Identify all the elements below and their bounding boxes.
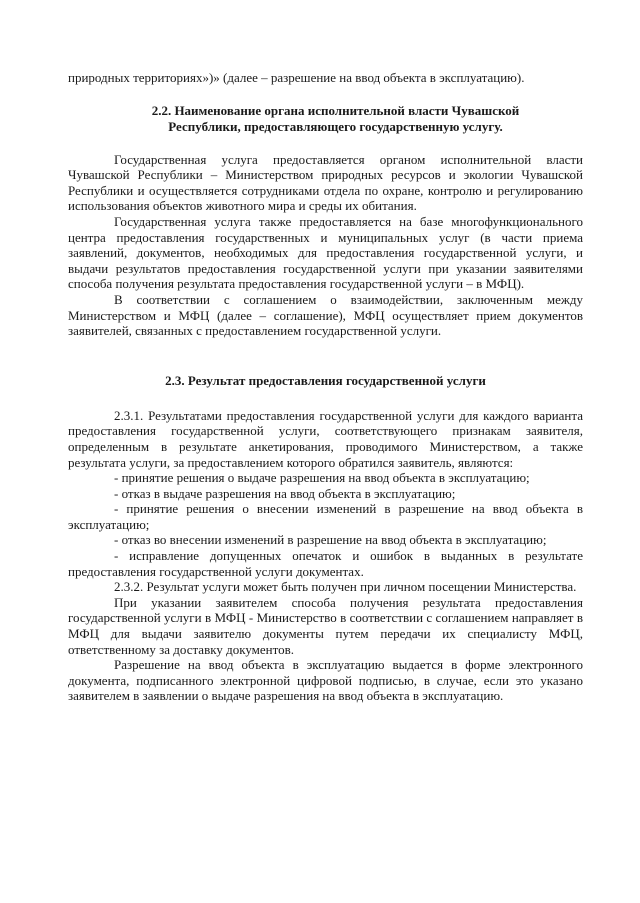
paragraph: Разрешение на ввод объекта в эксплуатацию выдается в форме электронного документа, подписанного электронной цифровой подписью, в случае, если это указано заявителем в заявлении о выдаче разрешения на ввод объекта в эксплуатацию. <box>68 657 583 704</box>
section-2-2-heading-line1: 2.2. Наименование органа исполнительной власти Чувашской <box>151 102 520 118</box>
section-2-2-heading-line2: Республики, предоставляющего государственную услугу. <box>168 118 503 134</box>
list-item: - отказ в выдаче разрешения на ввод объекта в эксплуатацию; <box>114 485 456 501</box>
paragraph: Государственная услуга предоставляется органом исполнительной власти Чувашской Республики – Министерством природных ресурсов и экологии Чувашской Республики и осуществляется сотрудниками отдела по охране, контролю и регулированию использования объектов животного мира и среды их обитания. <box>68 151 583 214</box>
section-2-3-heading: 2.3. Результат предоставления государственной услуги <box>165 372 486 388</box>
list-item: - принятие решения о внесении изменений в разрешение на ввод объекта в эксплуатацию; <box>68 501 583 532</box>
list-item: - принятие решения о выдаче разрешения на ввод объекта в эксплуатацию; <box>114 470 530 486</box>
list-item: - исправление допущенных опечаток и ошибок в выданных в результате предоставления государственной услуги документах. <box>68 548 583 579</box>
list-item: - отказ во внесении изменений в разрешение на ввод объекта в эксплуатацию; <box>114 532 547 548</box>
section-2-2-heading <box>68 103 583 135</box>
intro-line: природных территориях»)» (далее – разрешение на ввод объекта в эксплуатацию). <box>68 70 525 85</box>
paragraph: При указании заявителем способа получения результата предоставления государственной услуги в МФЦ - Министерство в соответствии с соглашением направляет в МФЦ для выдачи заявителю документы путем передачи их специалисту МФЦ, ответственному за доставку документов. <box>68 594 583 657</box>
paragraph: 2.3.2. Результат услуги может быть получен при личном посещении Министерства. <box>114 579 577 595</box>
paragraph: 2.3.1. Результатами предоставления государственной услуги для каждого варианта предоставления государственной услуги, соответствующего признакам заявителя, определенным в результате анкетирования, проводимого Министерством, а также результата услуги, за предоставлением которого обратился заявитель, являются: <box>68 407 583 470</box>
document-page <box>68 70 583 704</box>
paragraph: В соответствии с соглашением о взаимодействии, заключенным между Министерством и МФЦ (далее – соглашение), МФЦ осуществляет прием документов заявителей, связанных с предоставлением государственной услуги. <box>68 291 583 339</box>
paragraph: Государственная услуга также предоставляется на базе многофункционального центра предоставления государственных и муниципальных услуг (в части приема заявлений, документов, необходимых для предоставления государственной услуги, и выдачи результатов предоставления государственной услуги при указании заявителями способа получения результата предоставления государственной услуги – в МФЦ). <box>68 213 583 292</box>
